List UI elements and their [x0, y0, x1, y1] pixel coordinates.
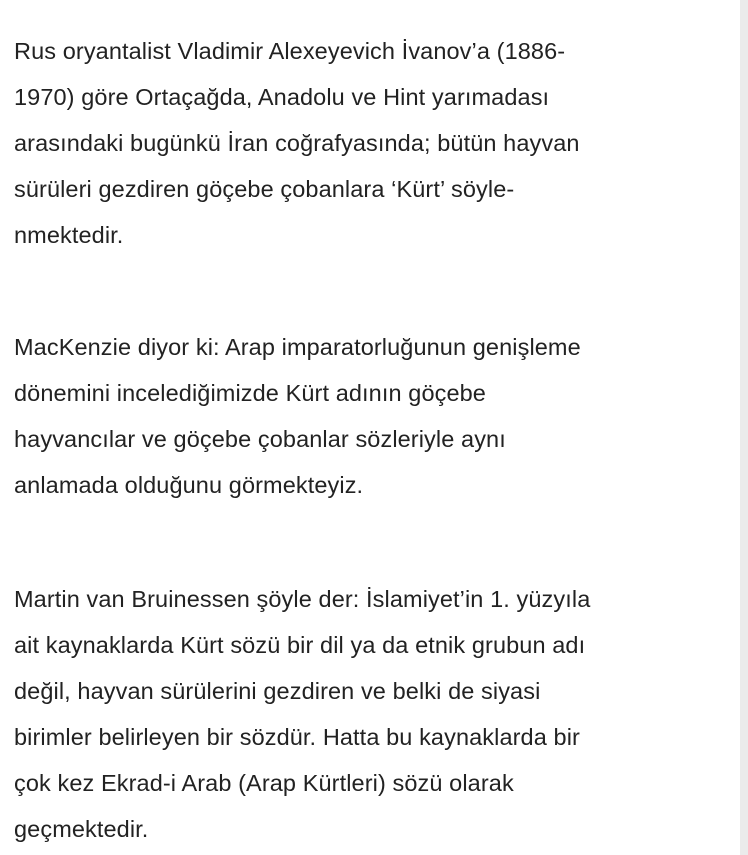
text-line: birimler belirleyen bir sözdür. Hatta bu kaynaklarda bir — [14, 724, 580, 750]
paragraph-ivanov — [14, 28, 729, 258]
text-line: ait kaynaklarda Kürt sözü bir dil ya da etnik grubun adı — [14, 632, 586, 658]
text-line: Martin van Bruinessen şöyle der: İslamiyet’in 1. yüzyıla — [14, 586, 591, 612]
page-edge — [740, 0, 748, 855]
text-line: arasındaki bugünkü İran coğrafyasında; bütün hayvan — [14, 130, 580, 156]
text-line: Rus oryantalist Vladimir Alexeyevich İvanov’a (1886- — [14, 38, 566, 64]
text-line: dönemini incelediğimizde Kürt adının göçebe — [14, 380, 486, 406]
text-line: değil, hayvan sürülerini gezdiren ve belki de siyasi — [14, 678, 541, 704]
paragraph-bruinessen — [14, 576, 729, 852]
text-line: çok kez Ekrad-i Arab (Arap Kürtleri) sözü olarak — [14, 770, 514, 796]
text-line: sürüleri gezdiren göçebe çobanlara ‘Kürt’ söyle- — [14, 176, 515, 202]
text-line: MacKenzie diyor ki: Arap imparatorluğunun genişleme — [14, 334, 581, 360]
paragraph-mackenzie — [14, 324, 729, 508]
text-line: nmektedir. — [14, 222, 124, 248]
text-line: hayvancılar ve göçebe çobanlar sözleriyle aynı — [14, 426, 506, 452]
text-line: geçmektedir. — [14, 816, 149, 842]
text-line: 1970) göre Ortaçağda, Anadolu ve Hint yarımadası — [14, 84, 550, 110]
text-line: anlamada olduğunu görmekteyiz. — [14, 472, 364, 498]
